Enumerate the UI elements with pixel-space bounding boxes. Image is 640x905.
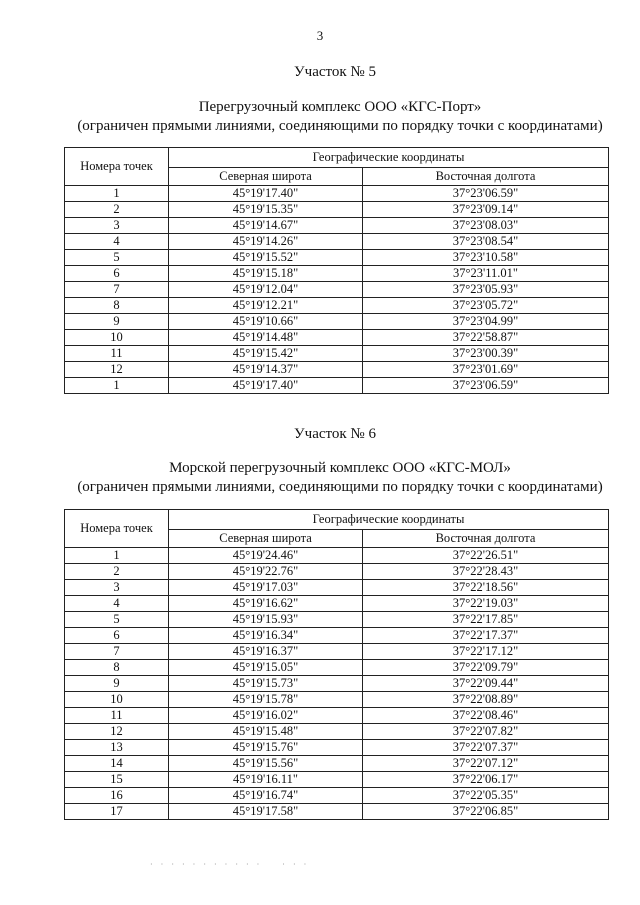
header-geo: Географические координаты <box>169 510 609 530</box>
table-row <box>65 218 609 234</box>
point-number-cell: 2 <box>65 202 169 218</box>
latitude-cell: 45°19'14.26" <box>169 234 363 250</box>
longitude-cell: 37°22'28.43" <box>363 564 609 580</box>
latitude-cell: 45°19'15.76" <box>169 740 363 756</box>
longitude-cell: 37°22'07.12" <box>363 756 609 772</box>
longitude-cell: 37°23'06.59" <box>363 186 609 202</box>
table-row <box>65 330 609 346</box>
section-subtitle <box>40 459 640 497</box>
point-number-cell: 9 <box>65 314 169 330</box>
longitude-cell: 37°23'08.03" <box>363 218 609 234</box>
table-row <box>65 362 609 378</box>
longitude-cell: 37°23'05.93" <box>363 282 609 298</box>
latitude-cell: 45°19'16.37" <box>169 644 363 660</box>
header-lon: Восточная долгота <box>363 168 609 186</box>
table-row <box>65 772 609 788</box>
point-number-cell: 7 <box>65 644 169 660</box>
point-number-cell: 4 <box>65 234 169 250</box>
table-row <box>65 676 609 692</box>
header-lon: Восточная долгота <box>363 530 609 548</box>
header-lat: Северная широта <box>169 530 363 548</box>
longitude-cell: 37°23'09.14" <box>363 202 609 218</box>
table-row <box>65 660 609 676</box>
table-row <box>65 548 609 564</box>
longitude-cell: 37°22'07.82" <box>363 724 609 740</box>
point-number-cell: 4 <box>65 596 169 612</box>
table-row <box>65 314 609 330</box>
table-row <box>65 756 609 772</box>
table-row <box>65 298 609 314</box>
table-row <box>65 628 609 644</box>
point-number-cell: 9 <box>65 676 169 692</box>
longitude-cell: 37°22'09.44" <box>363 676 609 692</box>
table-row <box>65 282 609 298</box>
point-number-cell: 11 <box>65 708 169 724</box>
point-number-cell: 6 <box>65 628 169 644</box>
header-points: Номера точек <box>65 148 169 186</box>
point-number-cell: 16 <box>65 788 169 804</box>
longitude-cell: 37°23'06.59" <box>363 378 609 394</box>
latitude-cell: 45°19'16.34" <box>169 628 363 644</box>
point-number-cell: 3 <box>65 580 169 596</box>
section-title: Участок № 6 <box>294 426 376 442</box>
longitude-cell: 37°23'04.99" <box>363 314 609 330</box>
latitude-cell: 45°19'17.58" <box>169 804 363 820</box>
longitude-cell: 37°22'58.87" <box>363 330 609 346</box>
table-row <box>65 612 609 628</box>
table-row <box>65 346 609 362</box>
longitude-cell: 37°22'19.03" <box>363 596 609 612</box>
point-number-cell: 8 <box>65 660 169 676</box>
table-row <box>65 804 609 820</box>
longitude-cell: 37°22'17.12" <box>363 644 609 660</box>
longitude-cell: 37°22'06.85" <box>363 804 609 820</box>
longitude-cell: 37°23'01.69" <box>363 362 609 378</box>
longitude-cell: 37°22'06.17" <box>363 772 609 788</box>
point-number-cell: 13 <box>65 740 169 756</box>
longitude-cell: 37°22'08.89" <box>363 692 609 708</box>
longitude-cell: 37°23'00.39" <box>363 346 609 362</box>
latitude-cell: 45°19'14.37" <box>169 362 363 378</box>
subtitle-line-1: Перегрузочный комплекс ООО «КГС-Порт» <box>198 99 482 115</box>
latitude-cell: 45°19'15.05" <box>169 660 363 676</box>
longitude-cell: 37°23'10.58" <box>363 250 609 266</box>
table-row <box>65 186 609 202</box>
latitude-cell: 45°19'15.73" <box>169 676 363 692</box>
longitude-cell: 37°22'18.56" <box>363 580 609 596</box>
point-number-cell: 12 <box>65 724 169 740</box>
point-number-cell: 3 <box>65 218 169 234</box>
latitude-cell: 45°19'12.04" <box>169 282 363 298</box>
point-number-cell: 1 <box>65 378 169 394</box>
point-number-cell: 5 <box>65 250 169 266</box>
table-row <box>65 580 609 596</box>
header-geo: Географические координаты <box>169 148 609 168</box>
longitude-cell: 37°23'11.01" <box>363 266 609 282</box>
header-points: Номера точек <box>65 510 169 548</box>
subtitle-line-2: (ограничен прямыми линиями, соединяющими по порядку точки с координатами) <box>77 118 603 134</box>
latitude-cell: 45°19'15.18" <box>169 266 363 282</box>
latitude-cell: 45°19'22.76" <box>169 564 363 580</box>
table-row <box>65 724 609 740</box>
point-number-cell: 5 <box>65 612 169 628</box>
latitude-cell: 45°19'16.74" <box>169 788 363 804</box>
table-row <box>65 740 609 756</box>
section-title: Участок № 5 <box>294 64 376 80</box>
longitude-cell: 37°22'07.37" <box>363 740 609 756</box>
point-number-cell: 1 <box>65 548 169 564</box>
table-row <box>65 596 609 612</box>
latitude-cell: 45°19'14.48" <box>169 330 363 346</box>
point-number-cell: 10 <box>65 330 169 346</box>
table-row <box>65 564 609 580</box>
latitude-cell: 45°19'15.52" <box>169 250 363 266</box>
longitude-cell: 37°23'05.72" <box>363 298 609 314</box>
longitude-cell: 37°22'09.79" <box>363 660 609 676</box>
latitude-cell: 45°19'14.67" <box>169 218 363 234</box>
longitude-cell: 37°22'17.37" <box>363 628 609 644</box>
latitude-cell: 45°19'12.21" <box>169 298 363 314</box>
latitude-cell: 45°19'24.46" <box>169 548 363 564</box>
page-number: 3 <box>316 28 324 43</box>
latitude-cell: 45°19'15.78" <box>169 692 363 708</box>
point-number-cell: 7 <box>65 282 169 298</box>
latitude-cell: 45°19'15.48" <box>169 724 363 740</box>
coordinates-table <box>64 509 609 820</box>
point-number-cell: 14 <box>65 756 169 772</box>
point-number-cell: 6 <box>65 266 169 282</box>
header-lat: Северная широта <box>169 168 363 186</box>
latitude-cell: 45°19'17.40" <box>169 378 363 394</box>
table-row <box>65 266 609 282</box>
point-number-cell: 11 <box>65 346 169 362</box>
latitude-cell: 45°19'17.40" <box>169 186 363 202</box>
latitude-cell: 45°19'15.42" <box>169 346 363 362</box>
table-row <box>65 378 609 394</box>
point-number-cell: 17 <box>65 804 169 820</box>
longitude-cell: 37°22'08.46" <box>363 708 609 724</box>
table-row <box>65 234 609 250</box>
latitude-cell: 45°19'15.56" <box>169 756 363 772</box>
longitude-cell: 37°22'05.35" <box>363 788 609 804</box>
latitude-cell: 45°19'10.66" <box>169 314 363 330</box>
table-row <box>65 202 609 218</box>
table-row <box>65 708 609 724</box>
coordinates-table <box>64 147 609 394</box>
point-number-cell: 8 <box>65 298 169 314</box>
latitude-cell: 45°19'15.93" <box>169 612 363 628</box>
table-row <box>65 788 609 804</box>
point-number-cell: 10 <box>65 692 169 708</box>
latitude-cell: 45°19'17.03" <box>169 580 363 596</box>
table-row <box>65 250 609 266</box>
subtitle-line-2: (ограничен прямыми линиями, соединяющими по порядку точки с координатами) <box>77 479 603 495</box>
latitude-cell: 45°19'15.35" <box>169 202 363 218</box>
latitude-cell: 45°19'16.02" <box>169 708 363 724</box>
point-number-cell: 1 <box>65 186 169 202</box>
latitude-cell: 45°19'16.11" <box>169 772 363 788</box>
point-number-cell: 2 <box>65 564 169 580</box>
longitude-cell: 37°22'17.85" <box>363 612 609 628</box>
scan-artifact: · · · · · · · · · · · · · · <box>150 860 310 869</box>
longitude-cell: 37°22'26.51" <box>363 548 609 564</box>
section-subtitle <box>40 98 640 136</box>
point-number-cell: 12 <box>65 362 169 378</box>
latitude-cell: 45°19'16.62" <box>169 596 363 612</box>
subtitle-line-1: Морской перегрузочный комплекс ООО «КГС-МОЛ» <box>169 460 511 476</box>
table-row <box>65 692 609 708</box>
longitude-cell: 37°23'08.54" <box>363 234 609 250</box>
point-number-cell: 15 <box>65 772 169 788</box>
table-row <box>65 644 609 660</box>
